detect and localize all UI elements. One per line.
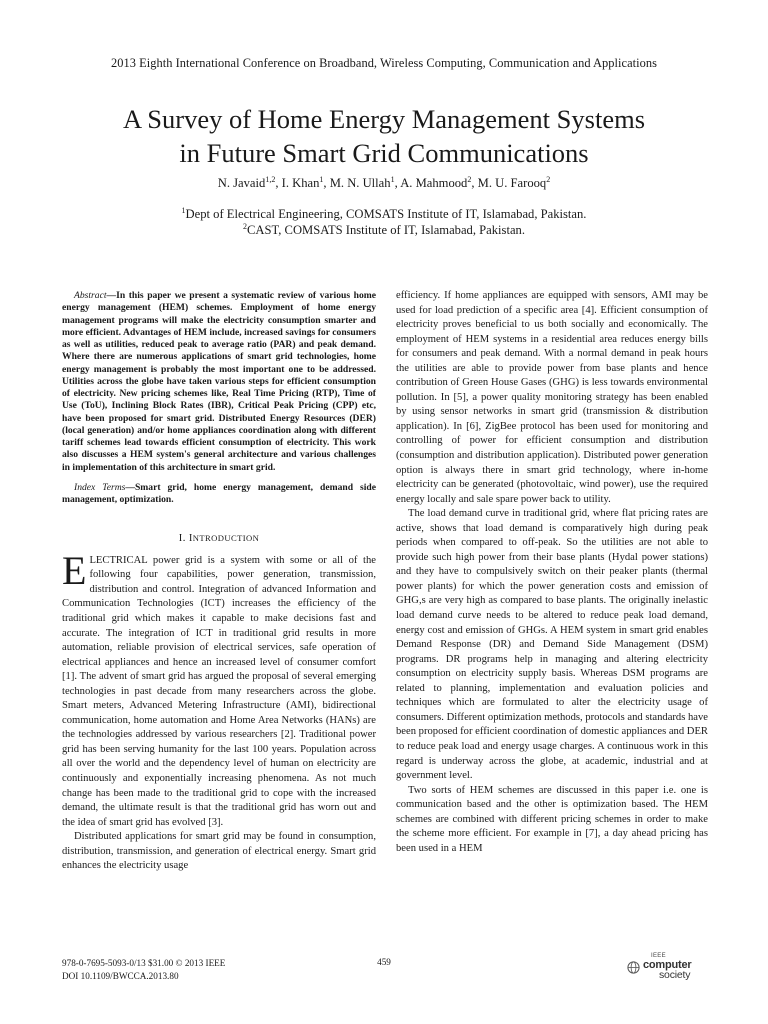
conference-header: 2013 Eighth International Conference on Broadband, Wireless Computing, Communication and Applications (111, 56, 657, 70)
intro-paragraph-4: The load demand curve in traditional grid, where flat pricing rates are active, shows that load demand is comparatively high during peak periods when compared to off-peak. So the utilities are not able to provide such high power from their base plants (Hydal power stations) and they have to compulsively switch on their peaker plants (thermal power plants) for which the power generation costs and emission of GHG,s are very high as compared to base plants. The originally inelastic load demand curve needs to be altered to reduce peak load demand, energy cost and emission of GHGs. A HEM system in smart grid enables Demand Response (DR) and Demand Side Management (DSM) programs. DR programs help in managing and altering electricity consumption on electricity supply basis. Whereas DSM programs are related to planning, implementation and evaluation policies and techniques which are formulated to alter the electricity usage of consumers. Different optimization methods, protocols and standards have been proposed for efficient coordination of domestic appliances and DER to reduce peak load and energy usage charges. A continuous work in this regard is underway across the globe, at academic, industrial and at government level. (396, 508, 708, 782)
index-terms: Index Terms—Smart grid, home energy management, demand side management, optimization. (62, 481, 376, 505)
left-column (62, 290, 376, 874)
abstract: Abstract—In this paper we present a systematic review of various home energy management (HEM) schemes. Employment of home energy management programs will make the electricity consumption smarter and more efficient. Advantages of HEM include, increased savings for consumers as well as utilities, reduced peak to average ratio (PAR) and peak demand. Where there are numerous applications of smart grid technologies, home energy management is probably the most important one to be addressed. Utilities across the globe have taken various steps for efficient consumption of electricity. New pricing schemes like, Real Time Pricing (RTP), Time of Use (ToU), Inclining Block Rates (IBR), Critical Peak Pricing (CPP) etc, have been proposed for smart grid. Distributed Energy Resources (DER) (local generation) and/or home appliances coordination along with different tariff schemes lead towards efficient consumption of electricity. This work also discusses a HEM system's general architecture and various challenges in implementation of this architecture in smart grid. (62, 290, 376, 473)
ieee-computer-society-logo (627, 953, 709, 983)
title-line-1: A Survey of Home Energy Management Systems (122, 104, 646, 134)
logo-society-text: society (659, 969, 691, 981)
author: M. U. Farooq$^2$ (477, 175, 551, 190)
affiliation: $^1$Dept of Electrical Engineering, COMSATS Institute of IT, Islamabad, Pakistan. (181, 206, 587, 221)
author-list (0, 176, 768, 191)
author: A. Mahmood$^2$, (400, 175, 478, 190)
footer-doi: DOI 10.1109/BWCCA.2013.80 (62, 971, 179, 981)
intro-paragraph-3: efficiency. If home appliances are equipped with sensors, AMI may be used for load prediction of a specific area [4]. Efficient consumption of electricity proves beneficial to us both socially and economically. The employment of HEM systems in a residential area reduces energy bills for consumers and peak demand. With a normal demand in peak hours the utilities are able to provide power from base plants and hence contribution of Green House Gases (GHG) is less towards environmental pollution. In [5], a power quality monitoring strategy has been enabled by using sensor networks in smart grid (transmission & distribution application). In [6], ZigBee protocol has been used for monitoring and controlling of power for efficient consumption and distribution (consumption and distribution application). Distributed power generation option is always there in smart grid technology, where in-home electricity can be generated (photovoltaic, wind power), use the required energy locally and sale spare power back to utility. (396, 290, 708, 505)
intro-paragraph-2: Distributed applications for smart grid may be found in consumption, distribution, transmission, and generation of electrical energy. Smart grid enhances the electricity usage (62, 831, 376, 872)
title-line-2: in Future Smart Grid Communications (179, 138, 589, 168)
paper-title (0, 102, 768, 170)
author: M. N. Ullah$^1$, (329, 175, 401, 190)
affiliations (0, 207, 768, 238)
intro-paragraph-5: Two sorts of HEM schemes are discussed in this paper i.e. one is communication based and the other is optimization based. The HEM schemes are combined with different pricing schemes in order to make the scheme more efficient. For example in [7], a day ahead pricing has been used in a HEM (396, 784, 708, 854)
author: I. Khan$^1$, (281, 175, 330, 190)
footer-isbn: 978-0-7695-5093-0/13 $31.00 © 2013 IEEE (62, 958, 226, 968)
globe-icon (627, 961, 640, 974)
page-number: 459 (377, 957, 391, 967)
affiliation: $^2$CAST, COMSATS Institute of IT, Islamabad, Pakistan. (243, 221, 525, 237)
author: N. Javaid$^{1,2}$, (217, 175, 282, 190)
logo-computer-text: computer (643, 959, 692, 971)
logo-ieee-text: IEEE (651, 953, 666, 959)
right-column (396, 289, 708, 856)
section-heading-introduction: I. INTRODUCTION (178, 533, 260, 545)
intro-paragraph-1: ELECTRICAL power grid is a system with some or all of the following four capabilities, power generation, transmission, distribution and control. Integration of advanced Information and Communication Technologies (ICT) increases the efficiency of the traditional grid which makes it capable to make decisions fast and accurate. The integration of ICT in traditional grid results in more automation, reliable provision of electrical services, safe operation of electrical appliances and hence an increased level of consumer comfort [1]. The advent of smart grid has argued the proposal of several emerging technologies in past decade from many researchers across the globe. Smart meters, Advanced Metering Infrastructure (AMI), bidirectional communication, home automation and Home Area Networks (HANs) are the technologies addressed by various researchers [2]. Traditional power grid has been serving humanity for the last 100 years. Population across all over the world and the dependency level of human on electricity are continuously and exponentially increasing phenomena. As not much change has been made to the traditional grid to cope with the increased demand, the ultimate result is that the traditional grid has worn out and the idea of smart grid has evolved [3]. (62, 547, 376, 828)
drop-cap: E (62, 547, 87, 593)
